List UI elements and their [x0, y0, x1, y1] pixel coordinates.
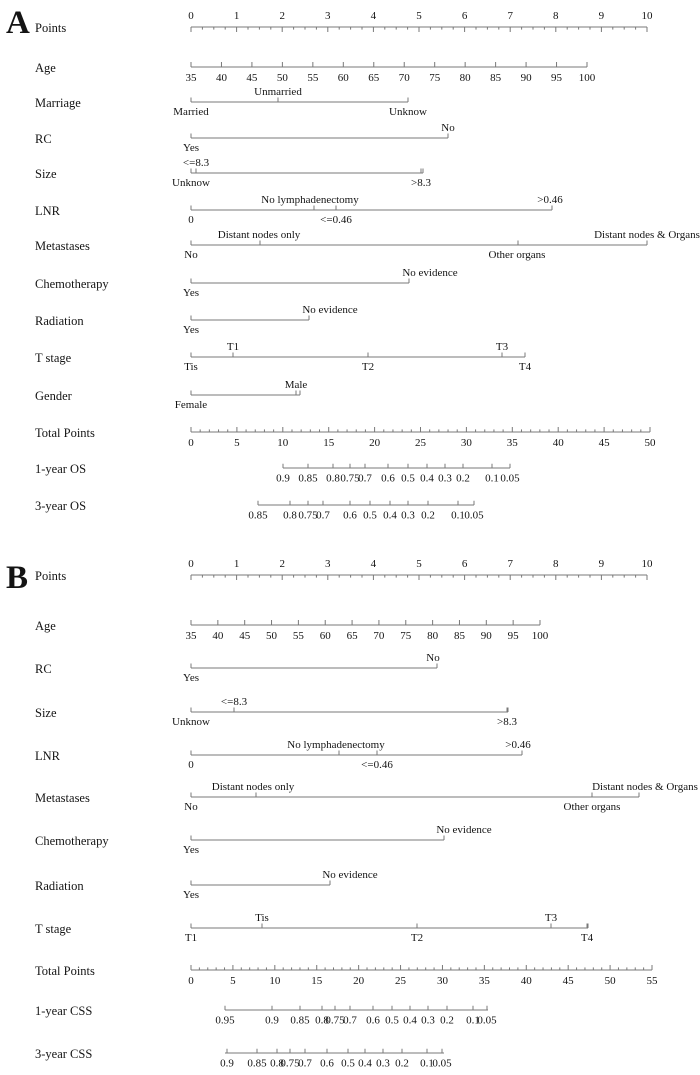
row-label: RC — [35, 132, 52, 146]
tick-label: 8 — [553, 10, 559, 22]
category-label: No evidence — [302, 304, 358, 316]
category-label: Unknow — [389, 106, 427, 118]
tick-label: 5 — [230, 975, 236, 987]
tick-label: 4 — [370, 558, 377, 570]
tick-label: 0.85 — [290, 1014, 310, 1027]
tick-label: 90 — [520, 72, 532, 84]
row-label: Chemotherapy — [35, 834, 109, 848]
category-label: T4 — [580, 932, 594, 944]
tick-label: 0.8 — [283, 509, 297, 522]
category-label: <=0.46 — [361, 759, 393, 771]
tick-label: 9 — [598, 10, 605, 22]
tick-label: 85 — [453, 630, 465, 642]
row-label: 3-year OS — [35, 499, 87, 513]
category-label: Female — [174, 399, 208, 411]
category-label: >8.3 — [411, 177, 431, 189]
tick-label: 0.8 — [315, 1014, 329, 1027]
tick-label: 55 — [292, 630, 304, 642]
category-label: T1 — [226, 341, 240, 353]
tick-label: 60 — [337, 72, 349, 84]
category-label: No evidence — [402, 267, 458, 279]
tick-label: 75 — [429, 72, 441, 84]
tick-label: 0.8 — [326, 472, 340, 485]
tick-label: 5 — [416, 10, 422, 22]
category-label: Distant nodes & Organs — [594, 229, 700, 241]
tick-label: 60 — [319, 630, 331, 642]
category-label: No lymphadenectomy — [287, 739, 385, 751]
tick-label: 10 — [641, 10, 653, 22]
tick-label: 100 — [578, 72, 596, 84]
tick-label: 1 — [233, 558, 240, 570]
row-label: Total Points — [35, 964, 95, 978]
tick-label: 90 — [480, 630, 492, 642]
tick-label: 0.05 — [464, 509, 484, 522]
tick-label: 0.3 — [421, 1014, 435, 1027]
category-label: Other organs — [563, 801, 621, 813]
tick-label: 7 — [507, 10, 513, 22]
tick-label: 5 — [234, 437, 240, 449]
tick-label: 0.7 — [316, 509, 330, 522]
tick-label: 55 — [646, 975, 658, 987]
category-label: Unknow — [172, 716, 210, 728]
tick-label: 10 — [269, 975, 281, 987]
category-label: T1 — [184, 932, 198, 944]
tick-label: 0.4 — [420, 472, 434, 485]
category-label: T4 — [518, 361, 532, 373]
category-label: Unknow — [172, 177, 210, 189]
category-label: T2 — [361, 361, 375, 373]
tick-label: 0.2 — [456, 472, 470, 485]
category-label: Tis — [255, 912, 269, 924]
tick-label: 0.5 — [341, 1057, 355, 1070]
row-label: T stage — [35, 351, 72, 365]
tick-label: 0.9 — [220, 1057, 234, 1070]
tick-label: 0 — [188, 437, 194, 449]
tick-label: 50 — [276, 72, 288, 84]
tick-label: 25 — [395, 975, 407, 987]
tick-label: 35 — [185, 72, 197, 84]
tick-label: 95 — [551, 72, 563, 84]
tick-label: 0.4 — [383, 509, 397, 522]
tick-label: 40 — [215, 72, 227, 84]
category-label: <=8.3 — [220, 696, 248, 708]
tick-label: 0.75 — [298, 509, 318, 522]
category-label: Distant nodes & Organs — [592, 781, 698, 793]
panel-letter: B — [6, 560, 29, 596]
tick-label: 50 — [644, 437, 656, 449]
category-label: >0.46 — [537, 194, 563, 206]
tick-label: 15 — [323, 437, 335, 449]
tick-label: 0.3 — [438, 472, 452, 485]
tick-label: 0 — [188, 558, 194, 570]
row-label: Metastases — [35, 239, 90, 253]
category-label: Tis — [184, 361, 198, 373]
tick-label: 35 — [478, 975, 490, 987]
row-label: Radiation — [35, 879, 84, 893]
row-label: Points — [35, 569, 67, 583]
tick-label: 0.2 — [421, 509, 435, 522]
tick-label: 0.3 — [401, 509, 415, 522]
tick-label: 0.6 — [320, 1057, 334, 1070]
tick-label: 5 — [416, 558, 422, 570]
category-label: No — [426, 652, 440, 664]
tick-label: 65 — [346, 630, 358, 642]
category-label: Unmarried — [254, 86, 302, 98]
tick-label: 0.4 — [403, 1014, 417, 1027]
category-label: T3 — [495, 341, 509, 353]
tick-label: 0.9 — [276, 472, 290, 485]
tick-label: 25 — [415, 437, 426, 449]
category-label: No evidence — [322, 869, 378, 881]
tick-label: 0.85 — [248, 509, 268, 522]
row-label: Age — [35, 619, 56, 633]
category-label: No lymphadenectomy — [261, 194, 359, 206]
category-label: Yes — [182, 889, 200, 901]
tick-label: 0.75 — [280, 1057, 300, 1070]
tick-label: 0.7 — [343, 1014, 357, 1027]
tick-label: 45 — [598, 437, 610, 449]
tick-label: 0.3 — [376, 1057, 390, 1070]
tick-label: 0 — [188, 10, 194, 22]
tick-label: 8 — [553, 558, 559, 570]
tick-label: 0.2 — [395, 1057, 409, 1070]
tick-label: 0.1 — [451, 509, 465, 522]
tick-label: 45 — [246, 72, 258, 84]
category-label: Yes — [182, 324, 200, 336]
category-label: 0 — [188, 214, 194, 226]
row-label: Points — [35, 21, 67, 35]
tick-label: 9 — [598, 558, 605, 570]
tick-label: 6 — [461, 10, 468, 22]
category-label: Yes — [182, 287, 200, 299]
tick-label: 30 — [460, 437, 472, 449]
tick-label: 0.9 — [265, 1014, 279, 1027]
tick-label: 0.1 — [485, 472, 499, 485]
tick-label: 40 — [212, 630, 224, 642]
tick-label: 0.7 — [358, 472, 372, 485]
tick-label: 0.75 — [325, 1014, 345, 1027]
tick-label: 20 — [353, 975, 365, 987]
tick-label: 35 — [185, 630, 197, 642]
tick-label: 0.6 — [381, 472, 395, 485]
tick-label: 0.5 — [385, 1014, 399, 1027]
tick-label: 80 — [427, 630, 439, 642]
category-label: T3 — [544, 912, 558, 924]
tick-label: 7 — [507, 558, 513, 570]
row-label: Size — [35, 706, 57, 720]
tick-label: 3 — [325, 558, 331, 570]
category-label: Yes — [182, 672, 200, 684]
category-label: Yes — [182, 844, 200, 856]
row-label: Metastases — [35, 791, 90, 805]
tick-label: 0.1 — [420, 1057, 434, 1070]
tick-label: 0.6 — [366, 1014, 380, 1027]
row-label: LNR — [35, 749, 60, 763]
row-label: 1-year CSS — [35, 1004, 93, 1018]
category-label: Male — [284, 379, 308, 391]
tick-label: 70 — [398, 72, 410, 84]
row-label: T stage — [35, 922, 72, 936]
tick-label: 75 — [400, 630, 412, 642]
row-label: 3-year CSS — [35, 1047, 93, 1061]
tick-label: 65 — [368, 72, 380, 84]
category-label: Distant nodes only — [211, 781, 295, 793]
tick-label: 35 — [506, 437, 518, 449]
tick-label: 0.7 — [298, 1057, 312, 1070]
tick-label: 2 — [279, 558, 285, 570]
tick-label: 6 — [461, 558, 468, 570]
tick-label: 0.1 — [466, 1014, 480, 1027]
tick-label: 0.5 — [401, 472, 415, 485]
tick-label: 2 — [279, 10, 285, 22]
tick-label: 15 — [311, 975, 323, 987]
category-label: >0.46 — [505, 739, 531, 751]
category-label: Other organs — [488, 249, 546, 261]
category-label: T2 — [410, 932, 424, 944]
tick-label: 20 — [369, 437, 381, 449]
row-label: Chemotherapy — [35, 277, 109, 291]
tick-label: 0.8 — [270, 1057, 284, 1070]
tick-label: 0.4 — [358, 1057, 372, 1070]
tick-label: 10 — [277, 437, 289, 449]
category-label: <=8.3 — [182, 157, 210, 169]
row-label: Size — [35, 167, 57, 181]
category-label: <=0.46 — [320, 214, 352, 226]
panel-letter: A — [6, 5, 30, 41]
category-label: No — [184, 801, 198, 813]
category-label: Distant nodes only — [217, 229, 301, 241]
tick-label: 0.05 — [477, 1014, 497, 1027]
category-label: >8.3 — [497, 716, 517, 728]
tick-label: 0.75 — [340, 472, 360, 485]
tick-label: 80 — [459, 72, 471, 84]
tick-label: 100 — [531, 630, 549, 642]
category-label: 0 — [188, 759, 194, 771]
row-label: 1-year OS — [35, 462, 87, 476]
tick-label: 3 — [325, 10, 331, 22]
tick-label: 4 — [370, 10, 377, 22]
tick-label: 10 — [641, 558, 653, 570]
tick-label: 0 — [188, 975, 194, 987]
tick-label: 0.05 — [500, 472, 520, 485]
row-label: Age — [35, 61, 56, 75]
tick-label: 95 — [507, 630, 519, 642]
row-label: Gender — [35, 389, 72, 403]
tick-label: 55 — [307, 72, 319, 84]
tick-label: 0.2 — [440, 1014, 454, 1027]
row-label: Marriage — [35, 96, 81, 110]
tick-label: 0.95 — [215, 1014, 235, 1027]
tick-label: 0.85 — [298, 472, 318, 485]
category-label: No evidence — [436, 824, 492, 836]
row-label: Total Points — [35, 426, 95, 440]
tick-label: 70 — [373, 630, 385, 642]
tick-label: 1 — [233, 10, 240, 22]
tick-label: 0.85 — [247, 1057, 267, 1070]
tick-label: 50 — [604, 975, 616, 987]
tick-label: 40 — [520, 975, 532, 987]
row-label: Radiation — [35, 314, 84, 328]
tick-label: 0.6 — [343, 509, 357, 522]
tick-label: 45 — [562, 975, 574, 987]
tick-label: 45 — [239, 630, 251, 642]
tick-label: 40 — [552, 437, 564, 449]
tick-label: 50 — [266, 630, 278, 642]
row-label: RC — [35, 662, 52, 676]
category-label: No — [184, 249, 198, 261]
tick-label: 30 — [436, 975, 448, 987]
category-label: Yes — [182, 142, 200, 154]
category-label: No — [441, 122, 455, 134]
tick-label: 0.05 — [432, 1057, 452, 1070]
row-label: LNR — [35, 204, 60, 218]
category-label: Married — [173, 106, 209, 118]
tick-label: 0.5 — [363, 509, 377, 522]
tick-label: 85 — [490, 72, 502, 84]
